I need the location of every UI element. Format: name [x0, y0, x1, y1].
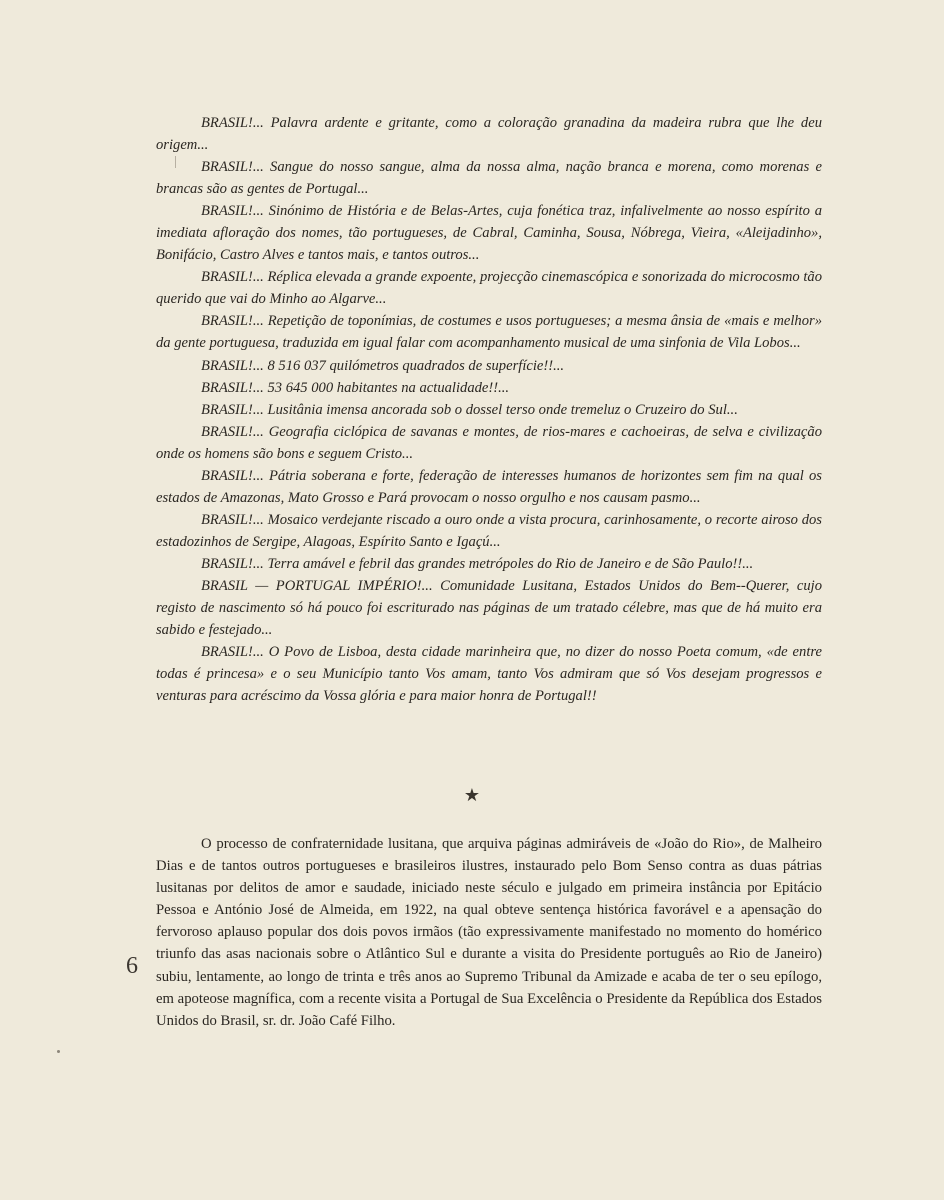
roman-text-block [156, 833, 822, 1032]
star-separator: ★ [463, 785, 481, 806]
italic-paragraph: BRASIL!... Terra amável e febril das grandes metrópoles do Rio de Janeiro e de São Paulo!!... [201, 555, 754, 572]
italic-paragraph: BRASIL!... 53 645 000 habitantes na actualidade!!... [201, 379, 510, 396]
italic-paragraph: BRASIL!... Réplica elevada a grande expoente, projecção cinemascópica e sonorizada do microcosmo tão querido que vai do Minho ao Algarve... [156, 269, 822, 308]
italic-paragraph: BRASIL!... Sinónimo de História e de Belas-Artes, cuja fonética traz, infalivelmente ao nosso espírito a imediata afloração dos nomes, tão portugueses, de Cabral, Caminha, Sousa, Nóbrega, Vieira, «Aleijadinho», Bonifácio, Castro Alves e tantos mais, e tantos outros... [156, 203, 822, 264]
italic-paragraph: BRASIL!... Geografia ciclópica de savanas e montes, de rios-mares e cachoeiras, de selva e civilização onde os homens são bons e seguem Cristo... [156, 423, 822, 462]
italic-paragraph: BRASIL — PORTUGAL IMPÉRIO!... Comunidade Lusitana, Estados Unidos do Bem--Querer, cujo registo de nascimento só há pouco foi escriturado nas páginas de um tratado célebre, mas que de há muito era sabido e festejado... [156, 577, 822, 639]
italic-paragraph: BRASIL!... Palavra ardente e gritante, como a coloração granadina da madeira rubra que lhe deu origem... [156, 115, 822, 154]
italic-paragraph: BRASIL!... Lusitânia imensa ancorada sob o dossel terso onde tremeluz o Cruzeiro do Sul... [201, 401, 738, 418]
italic-text-block [156, 112, 822, 707]
italic-paragraph: BRASIL!... O Povo de Lisboa, desta cidade marinheira que, no dizer do nosso Poeta comum, «de entre todas é princesa» e o seu Município tanto Vos amam, tanto Vos admiram que só Vos desejam progressos e venturas para acréscimo da Vossa glória e para maior honra de Portugal!! [156, 644, 822, 705]
page-number: 6 [126, 953, 138, 979]
italic-paragraph: BRASIL!... Repetição de toponímias, de costumes e usos portugueses; a mesma ânsia de «mais e melhor» da gente portuguesa, traduzida em igual falar com acompanhamento musical de uma sinfonia de Vila Lobos... [156, 313, 822, 352]
italic-paragraph: BRASIL!... 8 516 037 quilómetros quadrados de superfície!!... [201, 357, 565, 374]
body-paragraph: O processo de confraternidade lusitana, que arquiva páginas admiráveis de «João do Rio», de Malheiro Dias e de tantos outros portugueses e brasileiros ilustres, instaurado pelo Bom Senso contra as duas pátrias lusitanas por delitos de amor e saudade, iniciado neste século e julgado em primeira instância por Epitácio Pessoa e António José de Almeida, em 1922, na qual obteve sentença histórica favorável e a apensação do fervoroso aplauso popular dos dois povos irmãos (tão expressivamente manifestado no momento do homérico triunfo das asas nacionais sobre o Atlântico Sul e durante a visita do Presidente português ao Rio de Janeiro) subiu, lentamente, ao longo de trinta e três anos ao Supremo Tribunal da Amizade e acaba de ter o seu epílogo, em apoteose magnífica, com a recente visita a Portugal de Sua Excelência o Presidente da República dos Estados Unidos do Brasil, sr. dr. João Café Filho. [156, 836, 822, 1029]
italic-paragraph: BRASIL!... Pátria soberana e forte, federação de interesses humanos de horizontes sem fim na qual os estados de Amazonas, Mato Grosso e Pará provocam o nosso orgulho e nos causam pasmo... [156, 467, 822, 506]
italic-paragraph: BRASIL!... Sangue do nosso sangue, alma da nossa alma, nação branca e morena, como morenas e brancas são as gentes de Portugal... [156, 159, 822, 198]
italic-paragraph: BRASIL!... Mosaico verdejante riscado a ouro onde a vista procura, carinhosamente, o recorte airoso dos estadozinhos de Sergipe, Alagoas, Espírito Santo e Igaçú... [156, 511, 822, 550]
paper-speck [57, 1050, 60, 1053]
